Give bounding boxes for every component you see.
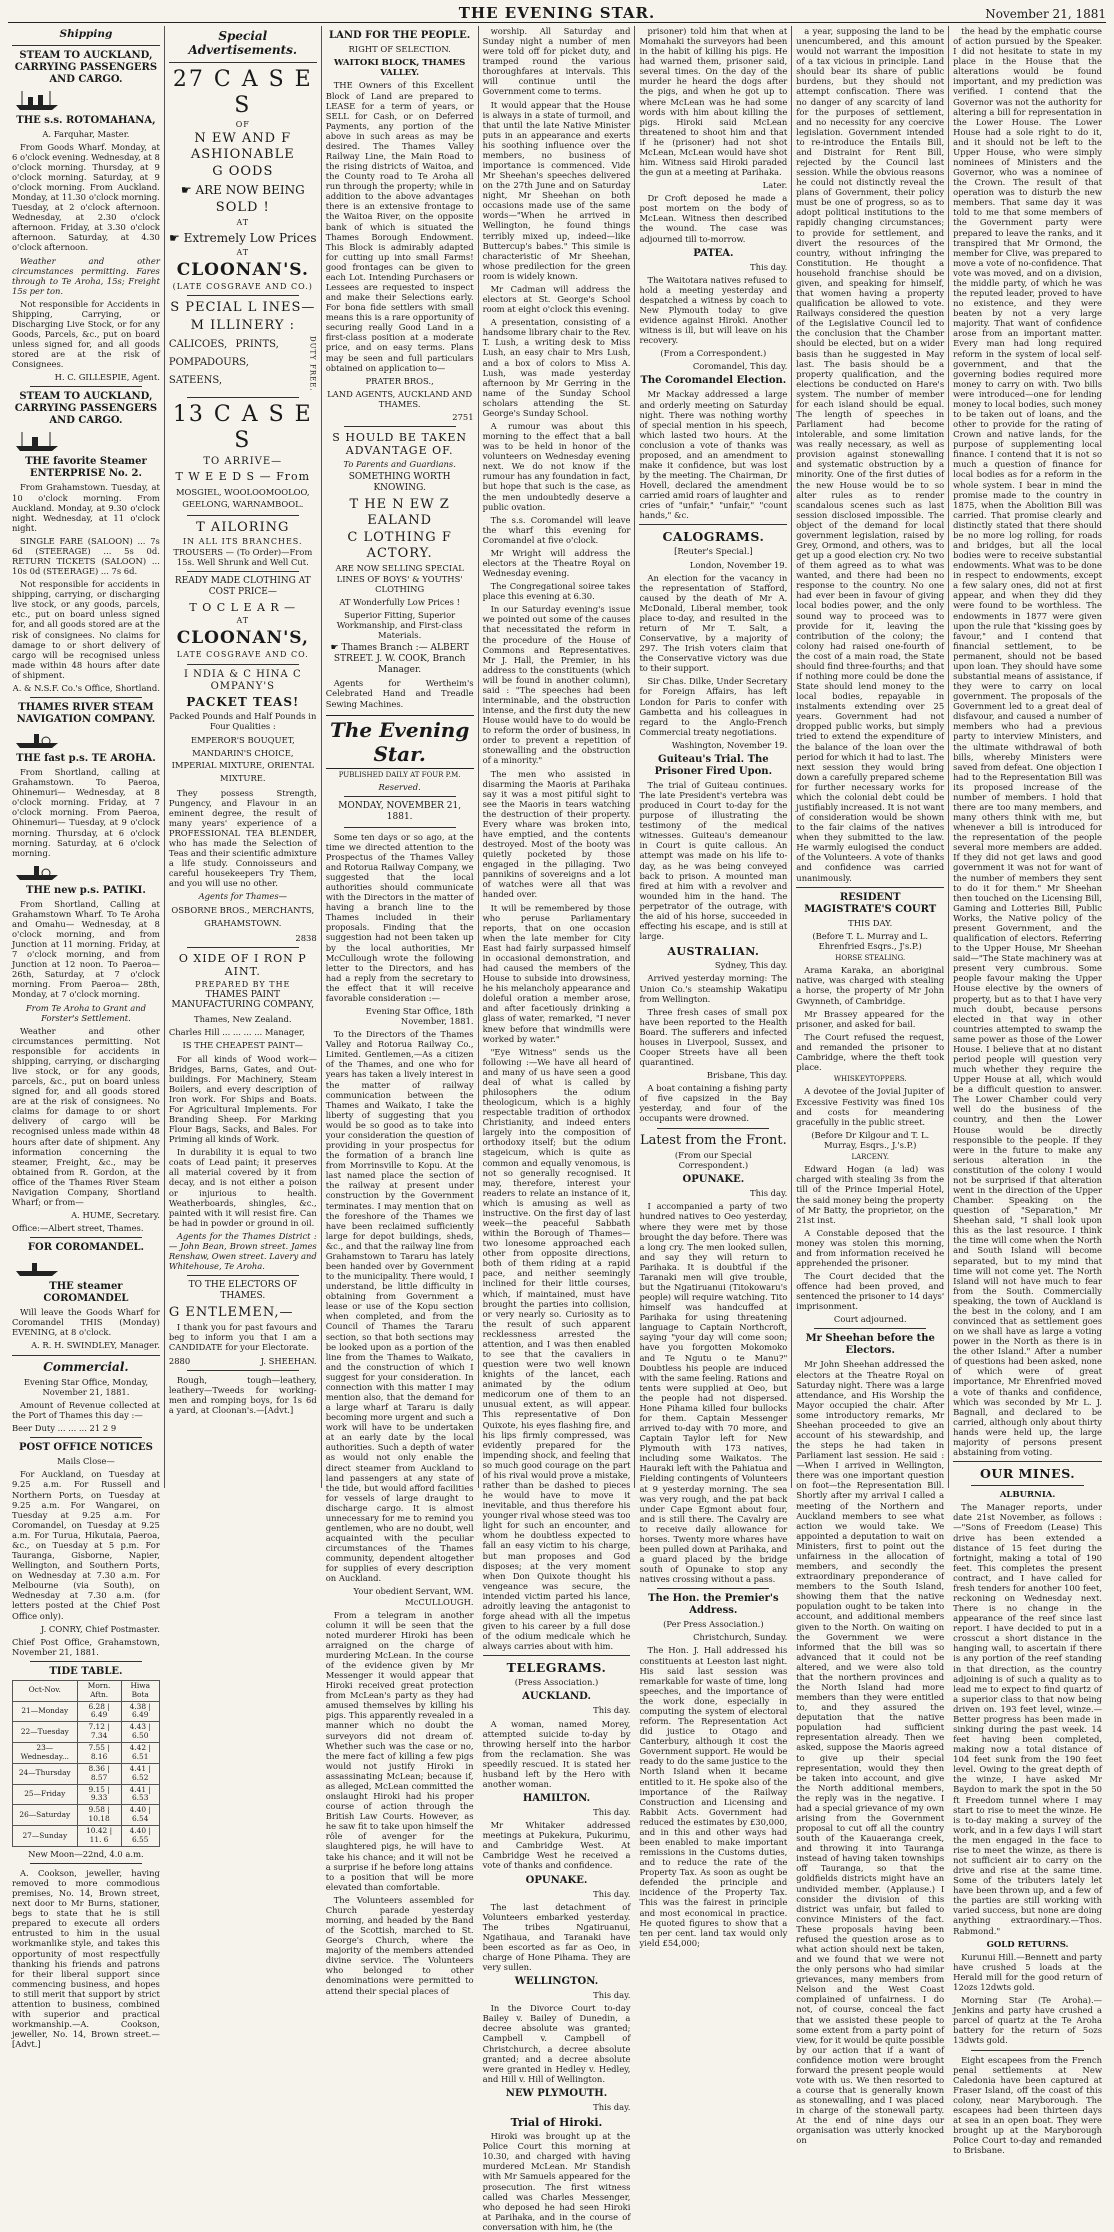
- ad-line: OSBORNE BROS., MERCHANTS, GRAHAMSTOWN.: [171, 905, 315, 929]
- divider: [30, 697, 142, 698]
- tide-cell: 4.41 | 6.52: [121, 1763, 159, 1784]
- post-office-heading: POST OFFICE NOTICES: [19, 1442, 153, 1454]
- mine-name: ALBURNIA.: [999, 1490, 1056, 1501]
- news-paragraph: Mr Mackay addressed a large and orderly meeting on Saturday night. There was nothing worthy of special mention in his speech, which lasted two hours. At the conclusion a vote of thanks was proposed, and an amendment to make it confidence, but was lost by the meeting. The Chairman, Dr Hovell, declared the amendment carried amid roars of laughter and cries of "unfair," "unfair," "count hands," &c.: [639, 389, 788, 521]
- divider: [344, 796, 456, 797]
- dateline: Sydney, This day.: [714, 960, 788, 971]
- court-bench: (Before T. L. Murray and L. Ehrenfried Esqrs., J's.P.): [812, 930, 929, 951]
- ad-side-note: DUTY FREE.: [308, 335, 317, 392]
- column-5: [635, 26, 792, 1948]
- divider: [187, 571, 299, 572]
- divider: [30, 1863, 142, 1864]
- gold-return: Morning Star (Te Aroha).—Jenkins and party have crushed a parcel of quartz at the Te Aroha battery for the return of 5ozs 13dwts gold.: [953, 1995, 1103, 2046]
- telegram-text: A woman, named Morey, attempted suicide to-day by throwing herself into the harbor from the reclamation. She was speedily rescued. It is stated her husband left by the Hero with another woman.: [482, 1718, 631, 1789]
- tide-cell: 10.42 | 11. 6: [77, 1826, 121, 1847]
- mine-report: The Manager reports, under date 21st November, as follows :—"Sons of Freedom (Lease) This drive has been extended a distance of 15 feet during the fortnight, making a total of 190 feet. This completes the present contract, and I have called for fresh tenders for another 100 feet, reckoning on Wednesday next. There is no change in the appearance of the reef since last report. I have decided to put in a crosscut a short distance in the hanging wall, to ascertain if there is any portion of the reef standing in that direction, as the country adjoining is of such a quality as to lead me to expect to find quartz of a superior class to that now being driven on. 193 feet level, winze.—Better progress has been made in sinking during the past week. 14 feet having been completed, making now a total distance of 104 feet sunk from the 190 feet level. Owing to the great depth of the winze, I have asked Mr Baydon to mark the spot in the 50 ft Freedom tunnel where I may start to rise to meet the winze. He is to-day making a survey of the work, and in a few days I will start the men engaged in the face to rise to meet the winze, as there is not sufficient air to carry on the drive and rise at the same time. Some of the tributers lately let have been thrown up, and a few of the parties are still working with varied success, but none are doing anything extraordinary.—Thos. Rabmond.": [953, 1502, 1103, 1936]
- dateline: This day.: [593, 1990, 631, 2001]
- place-heading: AUCKLAND.: [522, 1691, 591, 1703]
- ship-name: THE steamer COROMANDEL: [43, 1281, 129, 1305]
- gold-returns-heading: GOLD RETURNS.: [986, 1939, 1069, 1950]
- news-paragraph: Mr Wright will address the electors at the Theatre Royal on Wednesday evening.: [482, 547, 631, 579]
- ad-line: S HOULD BE TAKEN ADVANTAGE OF.: [332, 431, 467, 458]
- court-date: THIS DAY.: [848, 917, 893, 928]
- fares-text: SINGLE FARE (SALOON) ... 7s 6d (STEERAGE) ... 5s 0d. RETURN TICKETS (SALOON) ... 10s 0d (STEERAGE) ... 7s 6d.: [12, 535, 160, 577]
- liability-note: Not responsible for accidents in shipping, carrying, or discharging live stock, or any goods, parcels, etc., put on board unless signed for, and all goods stored are at the risk of consignees. No claims for damage to or short delivery of cargo will be recognised unless made within 48 hours after date of shipment.: [12, 579, 160, 680]
- columns: [8, 26, 1106, 2232]
- ad-line: PACKET TEAS!: [186, 694, 300, 709]
- ad-line: T AILORING: [196, 519, 290, 535]
- liability-note: Weather and other circumstances permitting. Not responsible for accidents in shipping, carrying, or discharging live stock, or for any goods, parcels, &c., put on board unless signed for, and all goods stored are at the risk of consignees. No claims for damage to or short delivery of cargo will be recognised unless made within 48 hours after date of shipment. Any information concerning the steamer, Freight, &c., may be obtained from R. Gordon, at the office of the Thames River Steam Navigation Company, Shortland Wharf; or from—: [12, 1025, 160, 1207]
- court-text: A devotee of the Jovial Jupiter of Excessive Festivity was fined 10s and costs for meandering gracefully in the public street.: [796, 1086, 945, 1127]
- tide-cell: 27—Sunday: [13, 1826, 78, 1847]
- table-row: [13, 1805, 160, 1826]
- divider: [12, 1355, 160, 1356]
- ad-line: THAMES PAINT MANUFACTURING COMPANY,: [171, 989, 315, 1011]
- ad-line: SOLD !: [215, 200, 270, 216]
- tide-cell: 22—Tuesday: [13, 1722, 78, 1743]
- dateline: Coromandel, This day.: [692, 361, 788, 372]
- story-heading: Trial of Hiroki.: [510, 2115, 603, 2129]
- tide-cell: 4.41 | 6.53: [121, 1784, 159, 1805]
- tide-table: [12, 1680, 160, 1847]
- divider: [187, 397, 299, 398]
- table-row: [13, 1826, 160, 1847]
- ad-line: G OODS: [212, 164, 274, 180]
- ad-line: READY MADE CLOTHING AT COST PRICE—: [174, 576, 311, 597]
- table-row: [13, 1743, 160, 1764]
- correspondent-note: (Per Press Association.): [663, 1619, 764, 1630]
- news-paragraph: The Congregational soiree takes place this evening at 6.30.: [482, 581, 631, 602]
- ad-line: M ILLINERY :: [190, 318, 295, 334]
- cable-text: An election for the vacancy in the representation of Stafford, caused by the death of Mr A. McDonald, Liberal member, took place to-day, and resulted in the return of Mr T. Salt, a Conservative, by a majority of 297. The Irish voters claim that the Conservative victory was due to their support.: [639, 572, 788, 674]
- ship-name: THE s.s. ROTOMAHANA,: [16, 114, 156, 126]
- story-heading: The Coromandel Election.: [640, 375, 787, 387]
- steamship-icon: [14, 89, 60, 111]
- cable-text: Sir Chas. Dilke, Under Secretary for Foreign Affairs, has left London for Paris to confer with Gambetta and his colleagues in regard to the Anglo-French Commercial treaty negotiations.: [639, 676, 788, 737]
- editorial-masthead: The Evening Star.: [326, 715, 474, 769]
- case-heading: LARCENY.: [851, 1152, 889, 1161]
- ad-line: O XIDE OF I RON P AINT.: [178, 951, 307, 978]
- divider: [344, 827, 456, 828]
- divider: [187, 947, 299, 948]
- tide-cell: 4.42 | 6.51: [121, 1743, 159, 1764]
- commercial-text: Amount of Revenue collected at the Port of Thames this day :—: [12, 1400, 160, 1421]
- cable-text: Arrived yesterday morning: The Union Co.'s steamship Wakatipu from Wellington.: [639, 973, 788, 1004]
- tide-cell: 7.12 | 7.34: [77, 1722, 121, 1743]
- telegram-text: In the Divorce Court to-day Bailey v. Bailey of Dunedin, a decree absolute was granted; Campbell v. Campbell of Christchurch, a decree absolute granted; and a decree absolute were granted in Hedley v. Hedley, and Hill v. Hill of Wellington.: [482, 2003, 631, 2084]
- news-paragraph: A presentation, consisting of a handsome library chair to the Rev. T. Lush, a writing desk to Miss Lush, an easy chair to Mrs Lush, and a box of colors to Miss A. Lush, was made yesterday afternoon by Mr Gerring in the name of the Sunday School scholars attending the St. George's Sunday School.: [482, 317, 631, 418]
- tide-col-header: Morn. Aftn.: [77, 1680, 121, 1701]
- tide-cell: 25—Friday: [13, 1784, 78, 1805]
- divider: [814, 1328, 926, 1329]
- news-paragraph: Dr Croft deposed he made a post mortem on the body of McLean. Witness then described the wound. The case was adjourned till to-morrow.: [639, 193, 788, 244]
- news-paragraph: the head by the emphatic course of action pursued by the Speaker. I did not hesitate to state in my place in the House that the alterations would be found important, and my prediction was verified. I contend that the Governor was not the authority for altering a bill for representation in the Lower House. The Lower House had a sole right to do it, and it should not be left to the Upper House, who were simply nominees of Ministers and the Governor, who was a nominee of the Crown. The result of that operation was to disturb the new members. That same day it was told to me that some members of the Government party were prepared to leave the ranks, and it transpired that Mr Ormond, the member for Clive, was prepared to move a vote of no-confidence. That vote was moved, and on a division, the middle party, of which he was the reputed leader, proved to have no existence, and they were beaten by not a very large majority. That want of confidence arose from an important matter. Every man had long required reform in the system of local self-government, and that the governing bodies required more money to carry on with. Two bills were introduced—one for lending money to local bodies, such money to be taken out of loans, and the other to provide for the rating of Crown and native lands, for the purpose of supplementing local finance. I contend that it is not so much a question of finance for local bodies as for a reform in the whole system. I bear in mind the promise made to the country in 1875, when the Abolition Bill was carried. That promise clearly and distinctly stated that there should be no more log rolling, for roads and bridges, but all the local bodies were to receive substantial endowments. What was to be done in respect to endowments, except a few salary ones, did not at first appear, and when they did they were found to be worthless. The endowments in 1877 were given upon the rule that "kissing goes by favour," and I contend that financial settlement, to be permanent, should not be based upon loan. They should have some substantial means of assistance, if they were to carry on local government. The proposals of the Government led to a great deal of disfavour, and caused a number of members who had a previous party to interview Ministers, and the ultimate withdrawal of both bills, whereby Ministers were saved from defeat. One objection I had to the Representation Bill was its proposed increase of the number of members. I hold that there are too many members, and many others think with me, but whenever a bill is introduced for the representation of the people several more members are added. If they did not get laws and good government it was not for want of the number of members they sent to do it for them." Mr Sheehan then touched on the Licensing Bill, Gaming and Lotteries Bill, Public Works, the Native policy of the present Government, and the qualification of electors. Referring to the Upper House, Mr Sheehan said—"The State machinery was at present very cumbrous. Some people favour making the Upper House elective by the owners of property, but as to that I have very much doubt, because persons elected in that way in other countries attempted to swamp the same power as those of the Lower House. I believe that at no distant period people will question very much whether they require the Upper House at all, which would be a difficult question to answer. The Lower Chamber could very well do the business of the country, and then the Lower House would be directly responsible to the people. If they were in the future to make any serious alteration in the constitution of the colony I would not be surprised if that alteration went in the direction of the Upper Chamber. Speaking on the question of "Separation," Mr Sheehan said, "I shall look upon this as the last resource. I think the time will come when the North and South Island will become separated, but to my mind that time will not come yet. The North Island will not have much to fear from the South. Commercially speaking, the town of Auckland is the best in the colony, and I am convinced that as settlement goes on we shall have as large a voting power in the North as there is in the other Island." After a number of questions had been asked, none of which were of great importance, Mr Ehrenfried moved a vote of thanks and confidence, which was seconded by Mr L. J. Bagnall, and declared to be carried, although only about thirty hands were held up, the large majority of persons present abstaining from voting.: [953, 26, 1103, 1458]
- dateline: This day.: [750, 261, 788, 272]
- table-row: [13, 1763, 160, 1784]
- mines-heading: OUR MINES.: [980, 1466, 1076, 1482]
- tide-col-header: Oct-Nov.: [13, 1680, 78, 1701]
- ad-line: EMPEROR'S BOUQUET, MANDARIN'S CHOICE, IMPERIAL MIXTURE, ORIENTAL MIXTURE.: [171, 735, 314, 783]
- divider: [657, 1128, 769, 1129]
- divider: [187, 1370, 299, 1371]
- editorial-dateline: Evening Star Office, 18th November, 1881.: [365, 1006, 474, 1027]
- route-note: From Te Aroha to Grant and Forster's Settlement.: [25, 1002, 146, 1023]
- court-text: A Constable deposed that the money was stolen this morning, and from information received he apprehended the prisoner.: [796, 1227, 945, 1268]
- news-paragraph: It will be remembered by those who peruse Parliamentary reports, that on one occasion when the late member for City East had fairly surpassed himself in occasional demonstration, and had caused the members of the House to subside into drowsiness, he his melancholy appearance and doleful oration a member arose, and after facetiously drinking a glass of water, remarked, "I never knew before that windmills were worked by water.": [482, 902, 631, 1044]
- court-text: The Court decided that the offence had been proved, and sentenced the prisoner to 14 days' imprisonment.: [796, 1271, 945, 1312]
- editorial-paragraph: The Volunteers assembled for Church parade yesterday morning, and headed by the Band of the Scottish, marched to St. George's Church, where the majority of the members attended divine service. The Volunteers who belonged to other denominations were permitted to attend their special places of: [325, 1894, 474, 1996]
- australian-heading: AUSTRALIAN.: [667, 945, 760, 959]
- court-text: Edward Hogan (a lad) was charged with stealing 3s from the till of the Prince Imperial Hotel, the said money being the property of Mr Batty, the proprietor, on the 21st inst.: [796, 1164, 945, 1225]
- ad-heading: LAND FOR THE PEOPLE.: [329, 30, 471, 41]
- ad-line: (LATE COSGRAVE AND CO.): [172, 281, 313, 291]
- ad-line: Extremely Low Prices: [183, 230, 317, 245]
- dateline: This day.: [593, 1888, 631, 1899]
- story-heading: The Hon. the Premier's Address.: [648, 1593, 779, 1617]
- divider: [187, 664, 299, 665]
- court-text: Mr Brassey appeared for the prisoner, and asked for bail.: [796, 1008, 945, 1029]
- ad-line: IS THE CHEAPEST PAINT—: [182, 1040, 304, 1051]
- news-paragraph: In our Saturday evening's issue we pointed out some of the causes that necessitated the reform in the procedure of the House of Commons and Representatives. Mr J. Hall, the Premier, in his address to the constituents (which will be found in another column), said : "The speeches had been interminable, and the obstruction intense, and the first duty the new House would have to do would be to reform the order of business, in order to prevent a repetition of stonewalling and the obstruction of a minority.": [482, 604, 631, 766]
- tide-cell: 4.38 | 6.49: [121, 1701, 159, 1722]
- court-heading: RESIDENT MAGISTRATE'S COURT: [804, 891, 937, 915]
- ad-line: T W E E D S — From: [175, 470, 311, 484]
- news-paragraph: "Eye Witness" sends us the following :—We have all heard of and many of us have seen a good deal of what is called by philosophers the odium theologicum, which is a highly respectable tradition of orthodox Christianity, and indeed enters largely into the composition of orthodoxy itself; but the odium stageicum, which is quite as common and equally venomous, is not so generally recognised. It may, therefore, interest your readers to relate an instance of it, which is amusing as well as instructive. On the first day of last week—the peaceful Sabbath within the Borough of Thames—two lonesome approached each other from opposite directions, both of them riding at a rapid pace, and neither seemingly inclined for their little courses, which, if maintained, must have brought the parties into collision, or very nearly so. Curiosity as to the result of such apparent recklessness arrested the attention, and I was then enabled to see that the cavaliers in question were two well known knights of the lancet, each animated by the odium medicorum one of them to an unusual extent, as will appear. This representative of Don Quixote, his eyes flashing fire, and his lips firmly compressed, was evidently prepared for the impending shock, and feeling that so much good courage on the part of his rival would prove a mistake, rather than be dashed to pieces he would have to move it inevitable, and thus therefore his younger rival whose steed was too light for such an encounter, and whom he doubtless expected to fall an easy victim to his charge, but man proposes and God disposes; at the very moment when Don Quixote thought his vengeance was secure, the intended victim parted his lance, adroitly leaving the antagonist to forge ahead with all the impetus given to his career by a full dose of the odium medicale which he always carries about with him.: [482, 1046, 631, 1652]
- dateline: This day.: [593, 2101, 631, 2112]
- ship-name: THE fast p.s. TE AROHA.: [16, 753, 156, 765]
- schedule-text: From Shortland, Calling at Grahamstown Wharf. To Te Aroha and Omahu— Wednesday, at 8 o'clock morning, and from Junction at 11 morning. Friday, at 7 o'clock morning, and from Junction at 12 noon. To Paeroa— 26th, Saturday, at 7 o'clock morning. From Paeroa— 28th, Monday, at 7 o'clock morning.: [12, 898, 160, 1000]
- tide-cell: 23—Wednesday...: [13, 1743, 78, 1764]
- ad-firm: PRATER BROS.,: [365, 375, 434, 386]
- divider: [30, 1437, 142, 1438]
- ad-line: N EW AND F ASHIONABLE: [190, 131, 295, 162]
- ad-line: S PECIAL L INES—: [170, 300, 316, 316]
- divider: [30, 1237, 142, 1238]
- ad-line: LATE COSGRAVE AND CO.: [176, 649, 309, 659]
- commercial-heading: Commercial.: [43, 1359, 129, 1374]
- ad-line: 13 C A S E S: [172, 401, 313, 454]
- ad-line: OF: [235, 119, 250, 129]
- tide-cell: 9.15 | 9.33: [77, 1784, 121, 1805]
- ship-name: THE new p.s. PATIKI.: [26, 884, 146, 896]
- column-1: [8, 26, 165, 2050]
- column-6: [792, 26, 949, 2146]
- editorial-signature: Your obedient Servant, WM. McCULLOUGH.: [353, 1586, 474, 1607]
- cable-text: Three fresh cases of small pox have been reported to the Health Board. The sufferers and infected houses in Liverpool, Sussex, and Cooper Streets have all been quarantined.: [639, 1006, 788, 1068]
- ad-line-with-hand: [169, 231, 317, 245]
- tide-cell: 8.36 | 8.57: [77, 1763, 121, 1784]
- pointing-hand-icon: ☛: [168, 230, 184, 245]
- dateline: Later.: [762, 180, 788, 191]
- ad-body: I thank you for past favours and beg to inform you that I am a CANDIDATE for your Electorate.: [168, 1322, 317, 1353]
- steamship-icon: [14, 430, 60, 452]
- divider: [971, 1485, 1084, 1486]
- divider: [169, 62, 317, 63]
- ad-body: Agents for the Thames District :— John Bean, Brown street. James Renshaw, Owen street. Lavery and Whitehouse, Te Aroha.: [168, 1230, 317, 1272]
- steamship-icon: [14, 729, 60, 749]
- tide-cell: 24—Thursday: [13, 1763, 78, 1784]
- ad-line: MOSGIEL, WOOLOOMOOLOO, GEELONG, WARNAMBOOL.: [175, 486, 310, 510]
- place-heading: WELLINGTON.: [514, 1976, 599, 1988]
- ad-body: Agents for Wertheim's Celebrated Hand and Treadle Sewing Machines.: [325, 678, 474, 709]
- ad-line: AT Wonderfully Low Prices !: [339, 596, 460, 607]
- table-row: [13, 1784, 160, 1805]
- ad-signature-row: [169, 1356, 317, 1366]
- ad-line: T O C L E A R —: [189, 600, 297, 614]
- divider: [639, 524, 787, 525]
- tide-cell: 6.28 | 6.49: [77, 1701, 121, 1722]
- news-paragraph: The men who assisted in disarming the Maoris at Parihaka say it was a most pitiful sight to see the Maoris in tears watching the destruction of their property. Every whare was broken into, have emptied, and the contents destroyed. Most of the booty was quietly pocketed by those engaged in the pillaging. Two pannikins of sovereigns and a lot of watches were all that was handed over.: [482, 768, 631, 900]
- divider: [12, 45, 160, 46]
- calograms-sub: [Reuter's Special.]: [674, 546, 753, 557]
- editorial-sub: Reserved.: [378, 782, 421, 793]
- ad-heading: WAITOKI BLOCK, THAMES VALLEY.: [334, 58, 466, 79]
- ad-line: Charles Hill ... ... ... ... Manager,: [168, 1027, 305, 1038]
- divider: [796, 887, 944, 888]
- tide-cell: 4.40 | 6.54: [121, 1805, 159, 1826]
- news-paragraph: It would appear that the House is always in a state of turmoil, and that until the late Native Minister puts in an appearance and exerts his soothing influence over the members, no business of importance is commenced. Vide Mr Sheehan's speeches delivered on the 27th June and on Saturday night, Mr Sheehan on both occasions made use of the same words—"When he arrived in Wellington, he found things terribly mixed up, indeed—like Buttercup's babes." This simile is characteristic of Mr Sheehan, whose predilection for the green room is widely known.: [482, 99, 631, 281]
- steamship-icon: [14, 861, 60, 881]
- cable-text: A boat containing a fishing party of five capsized in the Bay yesterday, and four of the occupants were drowned.: [639, 1083, 788, 1124]
- ad-line: ARE NOW SELLING SPECIAL LINES OF BOYS' & YOUTHS' CLOTHING: [335, 563, 464, 594]
- news-paragraph: Mr John Sheehan addressed the electors at the Theatre Royal on Saturday night. There was a large attendance, and His Worship the Mayor occupied the chair. After some introductory remarks, Mr Sheehan proceeded to give an account of his stewardship, and the steps he had taken in Parliament last session. He said :—When I arrived in Wellington, there was one important question on foot—the Representation Bill. Shortly after my arrival I called a meeting of the Northern and Auckland members to see what action we would take. We appointed a deputation to wait on Ministers, first to point out the unfairness in the allocation of members, and secondly the extraordinary preponderance of members to the South Island, showing them that the native population ought to be taken into account, and additional members given to the North. On waiting on the Government we were informed that the bill was so advanced that it could not be altered, and we were also told that the northern provinces and the North Island had more members than they were entitled to, and they assured the deputation that the native population had sufficient representation already. Then we asked, suppose the Maoris agreed to give up their special representation, would they then be taken into account, and give the North additional members, the reply was in the negative. I had a special grievance of my own arising from the Government proposal to cut off all the country south of the Kauaeranga creek, and throwing it into Tauranga instead of having taken townships off Tauranga, so that the goldfields districts might have an undivided member. (Applause.) I consider the division of this district was unfair, but failed to convince Ministers of the fact. These proposals having been refused the question arose as to what action should next be taken, and we found that we were not the only persons who had similar grievances, many members from Nelson and the West Coast complained of unfairness. I do not, of course, conceal the fact that we assisted these people to some extent from a party point of view, for it would be quite possible by our action that if a want of confidence motion were brought forward the present people would vote with us. We then resorted to a course that is generally known as stonewalling, and I was placed in charge of the stonewall party. At the end of nine days our organisation was utterly knocked on: [796, 1359, 945, 2146]
- ad-line: T HE N EW Z EALAND: [349, 497, 450, 528]
- telegrams-heading: TELEGRAMS.: [506, 1660, 607, 1676]
- steamship-icon: [14, 1257, 60, 1277]
- divider: [30, 386, 142, 387]
- court-text: Court adjourned.: [833, 1314, 907, 1325]
- telegram-text: Hiroki was brought up at the Police Court this morning at 10.30, and charged with having murdered McLean. Mr Standish with Mr Samuels appeared for the prosecution. The first witness called was Charles Messenger, who deposed he had seen Hiroki at Parihaka, and in the course of conversation with him, he (the: [482, 2131, 631, 2232]
- special-ads-heading: Special Advertisements.: [188, 29, 298, 58]
- issue-date: November 21, 1881: [985, 7, 1106, 21]
- ad-body: THE Owners of this Excellent Block of Land are prepared to LEASE for a term of years, or SELL for Cash, or on Deferred Payments, any portion of the above in such areas as may be desired. The Thames Valley Railway Line, the Main Road to the rising districts of Waitoa, and the County road to Te Aroha all run through the property; while in addition to the above advantages there is an extensive frontage to the Waitoa River, on the opposite bank of which is situated the Thames Borough Endowment. This Block is admirably adapted for cutting up into small Farms! good frontages can be given to each Lot. Intending Purchasers or Lessees are requested to inspect and make their Selections early. For bona fide settlers with small means this is a rare opportunity of securing really Good Land in a first-class position at a moderate price, and on easy terms. Plans may be seen and full particulars obtained on application to—: [325, 80, 474, 373]
- ad-line: RIGHT OF SELECTION.: [348, 44, 451, 54]
- ad-heading: FOR COROMANDEL.: [27, 1242, 144, 1254]
- ad-heading: THAMES RIVER STEAM NAVIGATION COMPANY.: [16, 702, 156, 726]
- divider: [187, 295, 299, 296]
- ad-line: Thames, New Zealand.: [194, 1014, 292, 1025]
- ad-line-with-hand: [326, 643, 474, 675]
- tide-cell: 4.40 | 6.55: [121, 1826, 159, 1847]
- place-heading: OPUNAKE.: [682, 1174, 745, 1186]
- tide-col-header: Hiwa Bota: [121, 1680, 159, 1701]
- shipping-heading: Shipping: [59, 28, 113, 40]
- column-2: [165, 26, 322, 1488]
- divider: [953, 1461, 1102, 1462]
- masthead: [8, 4, 1106, 23]
- news-paragraph: The Hon. J. Hall addressed his constituents at Leeston last night. His said last session was remarkable for waste of time, long speeches, and the importance of the work done, especially in computing the system of electoral reform. The Representation Act did justice to Otago and Canterbury, although it cost the Government support. He would be ready to do the same justice to the North Island when it became entitled to it. He spoke also of the importance of the Railway Construction and Licensing and Rabbit Acts. Government had reduced the estimates by £30,000, and in this and other ways had been enabled to make important remissions in the Customs duties, and to reduce the rate of the Property Tax. As soon as ought be defended the principle and incidence of the Property Tax. This was the fairest in principle and most economical in practice. He quoted figures to show that a ten per cent. land tax would only yield £54,000;: [639, 1645, 788, 1948]
- divider: [344, 426, 456, 427]
- agent-name: A. R. H. SWINDLEY, Manager.: [31, 1340, 160, 1351]
- ad-firm: LAND AGENTS, AUCKLAND AND THAMES.: [327, 388, 473, 409]
- calograms-heading: CALOGRAMS.: [662, 529, 765, 545]
- story-heading: Latest from the Front.: [639, 1132, 787, 1148]
- ad-line: Superior Fitting, Superior Workmanship, and First-class Materials.: [336, 609, 463, 640]
- postmaster-signature: J. CONRY, Chief Postmaster.: [40, 1623, 160, 1634]
- editorial-sub: PUBLISHED DAILY AT FOUR P.M.: [338, 770, 461, 779]
- dateline: Washington, November 19.: [671, 739, 788, 750]
- jeweller-notice: A. Cookson, jeweller, having removed to more commodious premises, No. 14, Brown street, next door to Mr Burns, stationer, begs to state that he is still prepared to execute all orders entrusted to him in the usual workmanlike style, and takes this opportunity of most respectfully thanking his friends and patrons for their liberal support since commencing business, and hopes to still merit that support by strict attention to business, combined with superior and practical workmanship.—A. Cookson, jeweller, No. 14, Brown street.—[Advt.]: [12, 1867, 160, 2050]
- court-text: The Court refused the request, and remanded the prisoner to Cambridge, where the theft took place.: [796, 1031, 945, 1072]
- ad-line: PREPARED BY THE: [195, 980, 291, 990]
- court-text: Arama Karaka, an aboriginal native, was charged with stealing a horse, the property of Mr John Gwynneth, of Cambridge.: [796, 965, 945, 1006]
- schedule-text: Will leave the Goods Wharf for Coromandel THIS (Monday) EVENING, at 8 o'clock.: [12, 1307, 160, 1338]
- ad-line: CLOONAN'S.: [176, 259, 309, 280]
- correspondent-note: (From our Special Correspondent.): [674, 1150, 752, 1171]
- dateline: Christchurch, Sunday.: [693, 1632, 788, 1643]
- gold-return: Kurunui Hill.—Bennett and party have crushed 5 loads at the Herald mill for the good return of 12ozs 12dwts gold.: [953, 1951, 1103, 1993]
- tide-cell: 26—Saturday: [13, 1805, 78, 1826]
- place-heading: OPUNAKE.: [525, 1874, 588, 1886]
- table-row: [13, 1701, 160, 1722]
- ad-line: Thames Branch :— ALBERT STREET. J. W. COOK, Branch Manager.: [333, 643, 469, 675]
- ad-line: C LOTHING F ACTORY.: [347, 530, 452, 561]
- pointing-hand-icon: ☛: [330, 643, 342, 653]
- moon-phase: New Moon—22nd, 4.0 a.m.: [28, 1848, 144, 1859]
- ad-line: AT: [236, 217, 250, 227]
- tide-cell: 9.58 | 10.18: [77, 1805, 121, 1826]
- post-office-sub: Mails Close—: [57, 1456, 115, 1467]
- news-paragraph: A rumour was about this morning to the effect that a ball was to be held in honor of the volunteers on Wednesday evening next. We do not know if the rumour has any foundation in fact, but hope that such is the case, as the men undoubtedly deserve a public ovation.: [482, 420, 631, 512]
- divider: [187, 515, 299, 516]
- editorial-paragraph: To the Directors of the Thames Valley and Rotorua Railway Co., Limited. Gentlemen,—As a citizen of the Thames, and one who for years has taken a lively interest in the matter of railway communication between the Thames and Waikato, I take the liberty of suggesting that you would be so good as to take into your consideration the question of providing in your prospectus for the formation of a branch line from Morrinsville to Kopu. At the last named place the section of the railway at present under construction by the Government terminates. I may mention that on the foreshore of the Thames we have been reclaimed sufficiently large for depot buildings, sheds, &c., and that the railway line from Grahamstown to Tararu has lately been handed over by Government to the municipality. There would, I understand, be little difficulty in obtaining from Government a lease or use of the Kopu section when completed, and from the Council of Thames the Tararu section, so that both sections may be looked upon as a portion of the line from the Thames to Waikato, and the construction of which I suggest for your consideration. In connection with this matter I may mention also, that the demand for a large wharf at Tararu is daily becoming more urgent and such a work will have to be undertaken at an early date by the local authorities. Such a depth of water as would not only enable the direct steamer from Auckland to land passengers at any state of the tide, but would afford facilities for vessels of large draught to discharge cargo. It is almost unnecessary for me to remind you gentlemen, who are no doubt, well acquainted with the peculiar circumstances of the Thames community, dependent altogether for supplies of every description on Auckland.: [325, 1029, 474, 1584]
- table-row: [13, 1722, 160, 1743]
- post-office-dateline: Chief Post Office, Grahamstown, November 21, 1881.: [12, 1636, 160, 1657]
- news-paragraph: Mr Cadman will address the electors at St. George's School room at eight o'clock this evening.: [482, 283, 631, 315]
- ad-heading: STEAM TO AUCKLAND, CARRYING PASSENGERS AND CARGO.: [14, 49, 158, 85]
- telegrams-sub: (Press Association.): [514, 1677, 599, 1688]
- ad-body: For all kinds of Wood work—Bridges, Barns, Gates, and Out-buildings. For Machinery, Steam Boilers, and every description of Iron work. For Ships and Boats. For Agricultural Implements. For Branding Sheep. For Marking Flour Bags, Sacks, and Bales. For Priming all kinds of Work.: [168, 1053, 317, 1145]
- ad-line: TROUSERS — (To Order)—From 15s. Well Shrunk and Well Cut.: [173, 547, 313, 568]
- ad-number: 2880: [168, 1355, 191, 1366]
- ad-line: Packed Pounds and Half Pounds in Four Qualities :: [169, 710, 317, 732]
- ship-master: A. Farquhar, Master.: [42, 128, 130, 139]
- ad-line: I NDIA & C HINA C OMPANY'S: [183, 668, 302, 692]
- news-paragraph: a year, supposing the land to be unencumbered, and this amount would not warrant the imposition of a tax vicious in principle. Land should bear its share of public burdens, but they should not attempt confiscation. There was no danger of any scarcity of land for the purposes of settlement, and no necessity for any coercive legislation. Government intended to re-introduce the Entails Bill, and Distraint for Rent Bill, rejected by the Council last session. While the obvious reasons he could not distinctly reveal the plans of Government, their policy must be one of progress, so as to adopt political institutions to the rapidly changing circumstances; to provide for settlement, and divert the resources of the country, without infringing the Constitution. He thought a household franchise should be given, and speaking for himself, that women having a property qualification be allowed to vote. Railways considered the question of the Legislative Council led to the conclusion that the Chamber should be elected, but on a wider basis than he suggested in May last. The basis should be a property qualification, and the elections be conducted on Hare's system. The number of member for each island should be equal. The length of speeches in Parliament had become intolerable, and some limitation was really necessary, as well as provision against stonewalling and systematic obstruction by a minority. One of the first duties of the new House would be to so alter rules as to render scandalous scenes such as last session disclosed impossible. The object of the demand for local government legislation, raised by Grey, Ormond, and others, was to get up a good election cry. No two of them agreed as to what was wanted, and there had been no response to the country. No one had ever been in favour of giving local bodies power, and the only sound way to proceed was to provide for it, leaving the contribution of the colony; the colony had raised one-fourth of the cost of a main road, the State should find three-fourths; and that if nothing more could be done the State should lend money to the local bodies, repayable in instalments extending over 25 years. Government had not dropped public works, but simply tried to extend the expenditure of the balance of the loan over the period for which it had to last. The next session they would bring down a carefully prepared scheme for further necessary works for which the colonial debt could be justifiably increased. It is not want of consideration would be shown to the fair claims of the natives when they submitted to the law. He warmly eulogised the conduct of the Volunteers. A vote of thanks and confidence was carried unanimously.: [796, 26, 945, 883]
- correspondent-note: (From a Correspondent.): [660, 348, 767, 359]
- ad-line: AT: [236, 247, 250, 257]
- post-office-text: For Auckland, on Tuesday at 9.25 a.m. For Russell and Northern Ports, on Tuesday at 9.25 a.m. For Wangarei, on Tuesday at 9.25 a.m. For Coromandel, on Tuesday at 9.25 a.m. For Turua, Hikutaia, Paeroa, &c., on Tuesday at 5 p.m. For Tauranga, Gisborne, Napier, Wellington, and Southern Ports, on Wednesday at 7.30 a.m. For Melbourne (via South), on Wednesday at 7.30 a.m. (for letters posted at the Chief Post Office only).: [12, 1469, 160, 1621]
- ad-number: 2838: [295, 932, 317, 943]
- tide-cell: 21—Monday: [13, 1701, 78, 1722]
- place-heading: NEW PLYMOUTH.: [505, 2087, 608, 2099]
- divider: [187, 1275, 299, 1276]
- editorial-paragraph: From a telegram in another column it will be seen that the noted murderer Hiroki has been arraigned on the charge of murdering McLean. In the course of the evidence given by Mr Messenger it would appear that Hiroki received great protection from McLean's party as they had amused themselves by killing his pigs. This apparently revealed in a manner which no doubt the surveyors did not dream of. Whether such was the case or no, the mere fact of killing a few pigs would not justify Hiroki in assassinating McLean; because if, as alleged, McLean committed the onslaught Hiroki had his proper course of action through the British Law Courts. However, as he saw fit to take upon himself the rôle of avenger for the slaughtered pigs, he will have to take his chance; and it will not be a surprise if he before long attains to a position that will be more elevated than comfortable.: [325, 1609, 474, 1892]
- dateline: Brisbane, This day.: [706, 1070, 788, 1081]
- ad-line: CLOONAN'S,: [176, 627, 309, 648]
- agent-name: A. HUME, Secretary.: [71, 1210, 160, 1221]
- column-7: [949, 26, 1106, 2156]
- liability-note: Not responsible for Accidents in Shipping, Carrying, or Discharging Live Stock, or for any Goods, Parcels, &c., put on board unless signed for, and all goods stored are at the risk of Consignees.: [12, 298, 160, 370]
- dateline: This day.: [593, 1705, 631, 1716]
- place-heading: HAMILTON.: [522, 1793, 591, 1805]
- column-4: [479, 26, 636, 2232]
- ad-heading: STEAM TO AUCKLAND, CARRYING PASSENGERS AND CARGO.: [14, 391, 158, 427]
- tide-cell: 7.55 | 8.16: [77, 1743, 121, 1764]
- ad-line: AT: [236, 615, 250, 625]
- ad-line: TO ARRIVE—: [203, 456, 283, 468]
- ad-number: 2751: [452, 411, 474, 422]
- court-bench: (Before Dr Kilgour and T. L. Murray, Esqrs., J.'s.P.): [811, 1129, 930, 1150]
- ad-list: CALICOES, PRINTS, POMPADOURS, SATEENS,: [168, 338, 279, 386]
- divider: [657, 1588, 769, 1589]
- dateline: London, November 19.: [689, 559, 788, 570]
- newspaper-title: THE EVENING STAR.: [458, 4, 656, 22]
- ad-line: To Parents and Guardians.: [343, 459, 456, 470]
- column-3: [322, 26, 479, 1996]
- case-heading: HORSE STEALING.: [835, 953, 906, 962]
- ad-line: ARE NOW BEING: [195, 182, 305, 197]
- editorial-date: MONDAY, NOVEMBER 21, 1881.: [338, 801, 462, 822]
- news-paragraph: Eight escapees from the French penal settlements at New Caledonia have been captured at Fraser Island, off the coast of this colony, near Maryborough. The escapees had been thirteen days at sea in an open boat. They were brought up at the Maryborough Police Court to-day and remanded to Brisbane.: [953, 2054, 1103, 2156]
- ad-list-row: [169, 336, 317, 393]
- ad-line: IN ALL ITS BRANCHES.: [183, 537, 303, 547]
- story-heading: Guiteau's Trial. The Prisoner Fired Upon.: [654, 753, 773, 777]
- schedule-text: From Grahamstown. Tuesday, at 10 o'clock morning. From Auckland. Monday, at 9.30 o'clock night. Wednesday, at 11 o'clock night.: [12, 482, 160, 533]
- weather-note: Weather and other circumstances permitting. Fares through to Te Aroha, 15s; Freight 15s per ton.: [12, 255, 160, 296]
- ad-body: They possess Strength, Pungency, and Flavour in an eminent degree, the result of many years' experience of a PROFESSIONAL TEA BLENDER, who has made the Selection of Teas and their scientific admixture a life study. Connoisseurs and careful housekeepers Try Them, and you will use no other.: [168, 787, 317, 889]
- news-paragraph: The s.s. Coromandel will leave the wharf this evening for Coromandel at five o'clock.: [482, 514, 631, 545]
- ad-body: In durability it is equal to two coats of Lead paint; it preserves all material covered by it from decay, and is not either a poison or injurious to health. Weatherboards, shingles, &c., painted with it will resist fire. Can be had in powder or ground in oil.: [168, 1147, 317, 1228]
- office-address: Office:—Albert street, Thames.: [12, 1223, 144, 1234]
- ad-line: 27 C A S E S: [172, 66, 313, 119]
- schedule-text: From Goods Wharf. Monday, at 6 o'clock evening. Wednesday, at 8 o'clock morning. Thursday, at 9 o'clock morning. Saturday, at 9 o'clock morning. From Auckland. Monday, at 11.30 o'clock morning. Tuesday, at 2 o'clock afternoon. Wednesday, at 2.30 o'clock afternoon. Friday, at 3.30 o'clock afternoon. Saturday, at 4.30 o'clock afternoon.: [12, 141, 160, 253]
- ad-line: SOMETHING WORTH KNOWING.: [348, 472, 451, 494]
- agent-name: A. & N.S.F. Co.'s Office, Shortland.: [12, 682, 160, 693]
- divider: [971, 2050, 1084, 2051]
- schedule-text: From Shortland, calling at Grahamstown. To Paeroa, Ohinemuri— Wednesday, at 8 o'clock morning. Friday, at 7 o'clock morning. From Paeroa, Ohinemuri— Tuesday, at 9 o'clock morning. Thursday, at 6 o'clock morning. Saturday, at 6 o'clock morning.: [12, 767, 160, 858]
- editorial-paragraph: Some ten days or so ago, at the time we directed attention to the Prospectus of the Thames Valley and Rotorua Railway Company, we suggested that the local authorities should communicate with the Directors in the matter of having a branch line to the Thames included in their proposals. Finding that the suggestion had not been taken up by the local authorities, Mr McCullough wrote the following letter to the Directors, and has had a reply from the secretary to the effect that it will receive favorable consideration :—: [325, 831, 474, 1003]
- commercial-item: Beer Duty ... ... ... 21 2 9: [12, 1423, 117, 1434]
- ad-signature: J. SHEEHAN.: [260, 1355, 317, 1366]
- ad-line-with-hand: [169, 183, 317, 197]
- case-heading: WHISKEYTOPPERS.: [833, 1075, 907, 1084]
- divider: [30, 1661, 142, 1662]
- tide-table-heading: TIDE TABLE.: [49, 1665, 123, 1677]
- place-heading: PATEA.: [693, 247, 734, 259]
- ad-body: Rough, tough—leathery, leathery—Tweeds for working-men and romping boys, for 1s 6d a yard, at Cloonan's.—[Advt.]: [168, 1374, 317, 1415]
- commercial-dateline: Evening Star Office, Monday, November 21, 1881.: [23, 1376, 149, 1398]
- dateline: This day.: [750, 1188, 788, 1199]
- news-paragraph: worship. All Saturday and Sunday night a number of men were told off for picket duty, and tramped round the various thoroughfares at intervals. This will continue until the Government come to terms.: [482, 26, 631, 97]
- news-paragraph: prisoner) told him that when at Momahaki the surveyors had been in the habit of killing his pigs. He had warned them, prisoner said, several times. On the day of the murder he heard the dogs after the pigs, and when he got up to where McLean was he had some words with him about killing the pigs. Hiroki said McLean threatened to shoot him and that if he (prisoner) had not shot McLean, McLean would have shot him. Witness said Hiroki paraded the gun at a meeting at Parihaka.: [639, 26, 788, 178]
- ad-line: G ENTLEMEN,—: [168, 1304, 294, 1320]
- ship-name: THE favorite Steamer ENTERPRISE No. 2.: [25, 456, 147, 480]
- cable-text: The trial of Guiteau continues. The late President's vertebra was produced in Court to-day for the purpose of illustrating the testimony of the medical witnesses. Guiteau's demeanour in Court is quite callous. An attempt was made on his life to-day, as he was being conveyed back to prison. A mounted man fired at him with a revolver and wounded him in the hand. The perpetrator of the outrage, with the aid of his horse, succeeded in effecting his escape, and is still at large.: [639, 779, 788, 942]
- ad-line: Agents for Thames—: [198, 891, 287, 902]
- dateline: This day.: [593, 1807, 631, 1818]
- telegram-text: The last detachment of Volunteers embarked yesterday. The tribes Ngatiruanui, Ngatihaua, and Taranaki have been escorted as far as Oeo, in charge of Hone Pihama. They are very sullen.: [482, 1901, 631, 1973]
- story-heading: Mr Sheehan before the Electors.: [805, 1333, 935, 1357]
- pointing-hand-icon: ☛: [180, 182, 196, 197]
- news-paragraph: The Waitotara natives refused to hold a meeting yesterday and despatched a witness by coach to New Plymouth today to give evidence against Hiroki. Another witness is ill, but will leave on his recovery.: [639, 274, 788, 346]
- divider: [483, 1655, 631, 1656]
- tide-cell: 4.43 | 6.50: [121, 1722, 159, 1743]
- agent-name: H. C. GILLESPIE, Agent.: [54, 372, 160, 383]
- telegram-text: Mr Whitaker addressed meetings at Pukekura, Pukurimu, and Cambridge West. At Cambridge West he received a vote of thanks and confidence.: [482, 1820, 631, 1871]
- news-paragraph: I accompanied a party of two hundred natives to Oeo yesterday, where they were met by those brought the day before. There was a long cry. The men looked sullen, and say they will return to Parihaka. It is doubtful if the Taranaki men will give trouble, but the Ngatiruanui (Titokowaru's people) will require watching. Tito himself was handcuffed at Parihaka for using threatening language to Captain Northcroft, saying "your day will come soon; have you forgotten Mokomoko and Te Ngutu o te Manu?" Doubtless his people are induced with the same feeling. Rations and tents were supplied at Oeo, but the people had not dispersed. Hone Pihama killed four bullocks for them. Captain Messenger arrived to-day with 70 more, and Captain Taylor left for New Plymouth with 173 natives, including some Waikatos. The Hauraki left with the Pahiatua and Fielding contingents of Volunteers at 9 yesterday morning. The sea was very rough, and the pat back under Cape Egmont about four, and is still there. The Cavalry are to receive daily allowance for horses. Twenty more whares have been pulled down at Parihaka, and a guard placed by the bridge south of Opunake to stop any natives crossing without a pass.: [639, 1201, 788, 1585]
- ad-line: TO THE ELECTORS OF THAMES.: [188, 1280, 297, 1301]
